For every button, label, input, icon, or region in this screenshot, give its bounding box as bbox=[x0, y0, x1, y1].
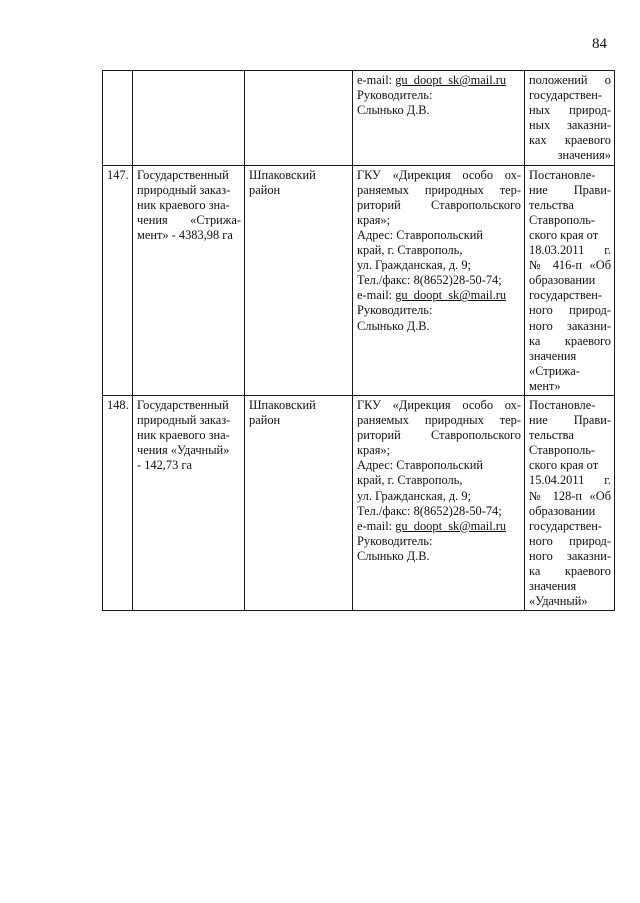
org-line: раняемых природных тер- bbox=[357, 182, 521, 197]
name-line: ник краевого зна- bbox=[137, 197, 230, 212]
email-address: gu_doopt_sk@mail.ru bbox=[395, 518, 507, 533]
document-line: государствен- bbox=[529, 88, 602, 103]
email-address: gu_doopt_sk@mail.ru bbox=[395, 288, 507, 303]
document-line: ние Прави- bbox=[529, 413, 611, 428]
head-label: Руководитель: bbox=[357, 533, 433, 548]
protected-areas-table bbox=[102, 70, 615, 611]
document-line: тельства bbox=[529, 197, 574, 212]
document-line: государствен- bbox=[529, 518, 602, 533]
org-line: края»; bbox=[357, 212, 391, 227]
phone-line: Тел./факс: 8(8652)28-50-74; bbox=[357, 503, 502, 518]
name-line: чения «Стрижа- bbox=[137, 212, 241, 227]
cell-district bbox=[245, 71, 353, 166]
document-line: значения bbox=[529, 348, 577, 363]
document-line: ного природ- bbox=[529, 303, 611, 318]
document-line: ного заказни- bbox=[529, 318, 611, 333]
org-line: ГКУ «Дирекция особо ох- bbox=[357, 167, 521, 182]
email-label: e-mail: bbox=[357, 73, 396, 87]
document-line: ках краевого bbox=[529, 133, 611, 148]
cell-number bbox=[103, 71, 133, 166]
cell-district bbox=[245, 165, 353, 395]
name-line: природный заказ- bbox=[137, 413, 231, 428]
document-line: Постановле- bbox=[529, 167, 596, 182]
table-row-continuation bbox=[103, 71, 615, 166]
document-line: ние Прави- bbox=[529, 182, 611, 197]
cell-document bbox=[525, 395, 615, 610]
document-line: тельства bbox=[529, 428, 574, 443]
document-line: образовании bbox=[529, 273, 596, 288]
address-line: Адрес: Ставропольский bbox=[357, 458, 483, 473]
org-line: раняемых природных тер- bbox=[357, 413, 521, 428]
cell-document bbox=[525, 71, 615, 166]
email-line bbox=[357, 73, 521, 88]
document-line: «Стрижа- bbox=[529, 363, 580, 378]
head-label: Руководитель: bbox=[357, 88, 433, 103]
cell-manager bbox=[353, 165, 525, 395]
document-line: ского края от bbox=[529, 458, 599, 473]
document-line: Постановле- bbox=[529, 397, 596, 412]
email-line bbox=[357, 288, 521, 303]
name-line: - 142,73 га bbox=[137, 458, 192, 473]
org-line: риторий Ставропольского bbox=[357, 197, 521, 212]
cell-document bbox=[525, 165, 615, 395]
page-number: 84 bbox=[592, 36, 607, 52]
cell-manager bbox=[353, 395, 525, 610]
document-line: Ставрополь- bbox=[529, 212, 596, 227]
document-line: № 128-п «Об bbox=[529, 488, 611, 503]
district-line: Шпаковский bbox=[249, 167, 316, 182]
phone-line: Тел./факс: 8(8652)28-50-74; bbox=[357, 273, 502, 288]
cell-manager bbox=[353, 71, 525, 166]
document-line: ных заказни- bbox=[529, 118, 611, 133]
district-line: район bbox=[249, 182, 281, 197]
table-row-148 bbox=[103, 395, 615, 610]
org-line: риторий Ставропольского bbox=[357, 428, 521, 443]
email-line bbox=[357, 519, 521, 534]
document-line: ных природ- bbox=[529, 103, 611, 118]
document-line: мент» bbox=[529, 378, 561, 393]
name-line: чения «Удачный» bbox=[137, 443, 230, 458]
email-label: e-mail: bbox=[357, 518, 396, 533]
name-line: природный заказ- bbox=[137, 182, 231, 197]
cell-name bbox=[133, 165, 245, 395]
table-row-147 bbox=[103, 165, 615, 395]
head-name: Слынько Д.В. bbox=[357, 318, 430, 333]
name-line: Государственный bbox=[137, 167, 229, 182]
head-name: Слынько Д.В. bbox=[357, 548, 430, 563]
address-line: край, г. Ставрополь, bbox=[357, 473, 463, 488]
cell-name bbox=[133, 395, 245, 610]
head-label: Руководитель: bbox=[357, 303, 433, 318]
org-line: ГКУ «Дирекция особо ох- bbox=[357, 397, 521, 412]
document-line: 15.04.2011 г. bbox=[529, 473, 611, 488]
document-line: 18.03.2011 г. bbox=[529, 243, 611, 258]
cell-number: 148. bbox=[103, 395, 133, 610]
address-line: ул. Гражданская, д. 9; bbox=[357, 488, 471, 503]
document-line: значения» bbox=[557, 148, 611, 163]
district-line: Шпаковский bbox=[249, 397, 316, 412]
address-line: Адрес: Ставропольский bbox=[357, 227, 483, 242]
document-line: ка краевого bbox=[529, 564, 611, 578]
document-line: значения bbox=[529, 579, 577, 594]
document-line: ного природ- bbox=[529, 533, 611, 548]
address-line: ул. Гражданская, д. 9; bbox=[357, 258, 471, 273]
cell-number: 147. bbox=[103, 165, 133, 395]
document-line: № 416-п «Об bbox=[529, 258, 611, 273]
name-line: Государственный bbox=[137, 397, 229, 412]
email-address: gu_doopt_sk@mail.ru bbox=[395, 73, 507, 87]
document-line: образовании bbox=[529, 503, 596, 518]
cell-name bbox=[133, 71, 245, 166]
name-line: мент» - 4383,98 га bbox=[137, 227, 233, 242]
document-line: государствен- bbox=[529, 288, 602, 303]
name-line: ник краевого зна- bbox=[137, 428, 230, 443]
district-line: район bbox=[249, 413, 281, 428]
document-line: ного заказни- bbox=[529, 548, 611, 563]
document-line: ского края от bbox=[529, 227, 599, 242]
cell-district bbox=[245, 395, 353, 610]
document-line: «Удачный» bbox=[529, 594, 588, 609]
document-line: ка краевого bbox=[529, 333, 611, 348]
head-name: Слынько Д.В. bbox=[357, 103, 430, 118]
document-line: Ставрополь- bbox=[529, 443, 596, 458]
document-line: положений о bbox=[529, 73, 611, 87]
address-line: край, г. Ставрополь, bbox=[357, 243, 463, 258]
email-label: e-mail: bbox=[357, 288, 396, 303]
org-line: края»; bbox=[357, 443, 391, 458]
